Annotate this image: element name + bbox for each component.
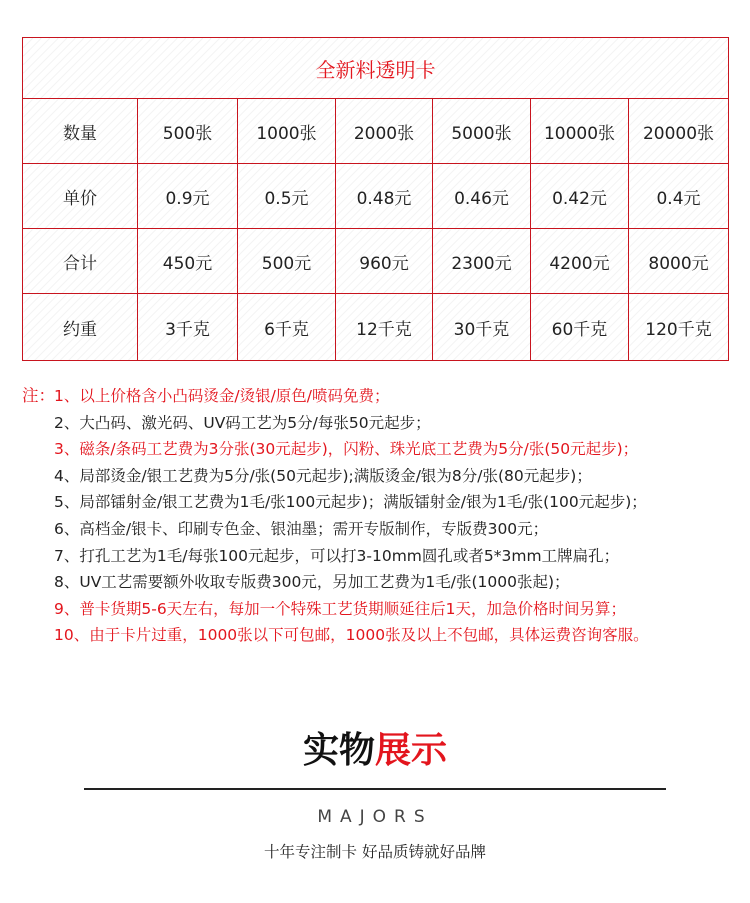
note-text: 10、由于卡片过重，1000张以下可包邮，1000张及以上不包邮，具体运费咨询客服。: [54, 626, 649, 645]
table-cell: 3千克: [138, 294, 238, 361]
table-cell: 1000张: [238, 99, 336, 164]
note-line: [22, 622, 742, 649]
table-cell: 120千克: [629, 294, 729, 361]
table-cell: 5000张: [433, 99, 531, 164]
brand-name: MAJORS: [317, 807, 433, 827]
note-text: 8、UV工艺需要额外收取专版费300元，另加工艺费为1毛/张(1000张起)；: [54, 573, 570, 592]
note-text: 3、磁条/条码工艺费为3分张(30元起步)，闪粉、珠光底工艺费为5分/张(50元起步)；: [54, 440, 639, 459]
note-line: [22, 516, 742, 543]
table-row-weight: [23, 294, 729, 361]
table-cell: 2000张: [336, 99, 433, 164]
notes-section: [22, 383, 742, 649]
note-text: 4、局部烫金/银工艺费为5分/张(50元起步);满版烫金/银为8分/张(80元起步)；: [54, 466, 592, 485]
note-text: 9、普卡货期5-6天左右，每加一个特殊工艺货期顺延往后1天，加急价格时间另算；: [54, 599, 627, 618]
table-cell: 0.4元: [629, 164, 729, 229]
table-cell: 30千克: [433, 294, 531, 361]
note-text: 5、局部镭射金/银工艺费为1毛/张100元起步)；满版镭射金/银为1毛/张(100元起步)；: [54, 493, 647, 512]
notes-prefix: 注：: [22, 386, 55, 405]
table-cell: 0.46元: [433, 164, 531, 229]
note-line: [22, 436, 742, 463]
divider: [84, 788, 666, 790]
table-cell: 10000张: [531, 99, 629, 164]
table-title: 全新料透明卡: [23, 38, 729, 99]
table-cell: 500元: [238, 229, 336, 294]
table-row-quantity: [23, 99, 729, 164]
row-label: 数量: [23, 99, 138, 164]
table-cell: 0.9元: [138, 164, 238, 229]
note-line: [22, 596, 742, 623]
note-text: 7、打孔工艺为1毛/每张100元起步，可以打3-10mm圆孔或者5*3mm工牌扁孔；: [54, 546, 620, 565]
note-line: [22, 463, 742, 490]
note-line: [22, 410, 742, 437]
note-line: [22, 543, 742, 570]
note-line: [22, 569, 742, 596]
note-line: [22, 489, 742, 516]
table-cell: 12千克: [336, 294, 433, 361]
table-cell: 500张: [138, 99, 238, 164]
row-label: 合计: [23, 229, 138, 294]
row-label: 约重: [23, 294, 138, 361]
table-cell: 960元: [336, 229, 433, 294]
table-row-total: [23, 229, 729, 294]
table-cell: 8000元: [629, 229, 729, 294]
table-cell: 6千克: [238, 294, 336, 361]
brand-slogan: 十年专注制卡 好品质铸就好品牌: [264, 843, 486, 861]
note-line: [22, 383, 742, 410]
note-text: 6、高档金/银卡、印刷专色金、银油墨；需开专版制作，专版费300元；: [54, 519, 549, 538]
showcase-title-red: 展示: [375, 730, 448, 771]
table-cell: 0.48元: [336, 164, 433, 229]
row-label: 单价: [23, 164, 138, 229]
table-cell: 450元: [138, 229, 238, 294]
table-cell: 60千克: [531, 294, 629, 361]
table-cell: 0.5元: [238, 164, 336, 229]
note-text: 1、以上价格含小凸码烫金/烫银/原色/喷码免费；: [54, 387, 390, 405]
table-cell: 0.42元: [531, 164, 629, 229]
table-cell: 2300元: [433, 229, 531, 294]
table-cell: 4200元: [531, 229, 629, 294]
showcase-title-black: 实物: [302, 730, 375, 771]
note-text: 2、大凸码、激光码、UV码工艺为5分/每张50元起步；: [54, 413, 431, 432]
table-row-unit-price: [23, 164, 729, 229]
price-table: [22, 37, 729, 361]
table-cell: 20000张: [629, 99, 729, 164]
showcase-heading: [0, 729, 750, 773]
